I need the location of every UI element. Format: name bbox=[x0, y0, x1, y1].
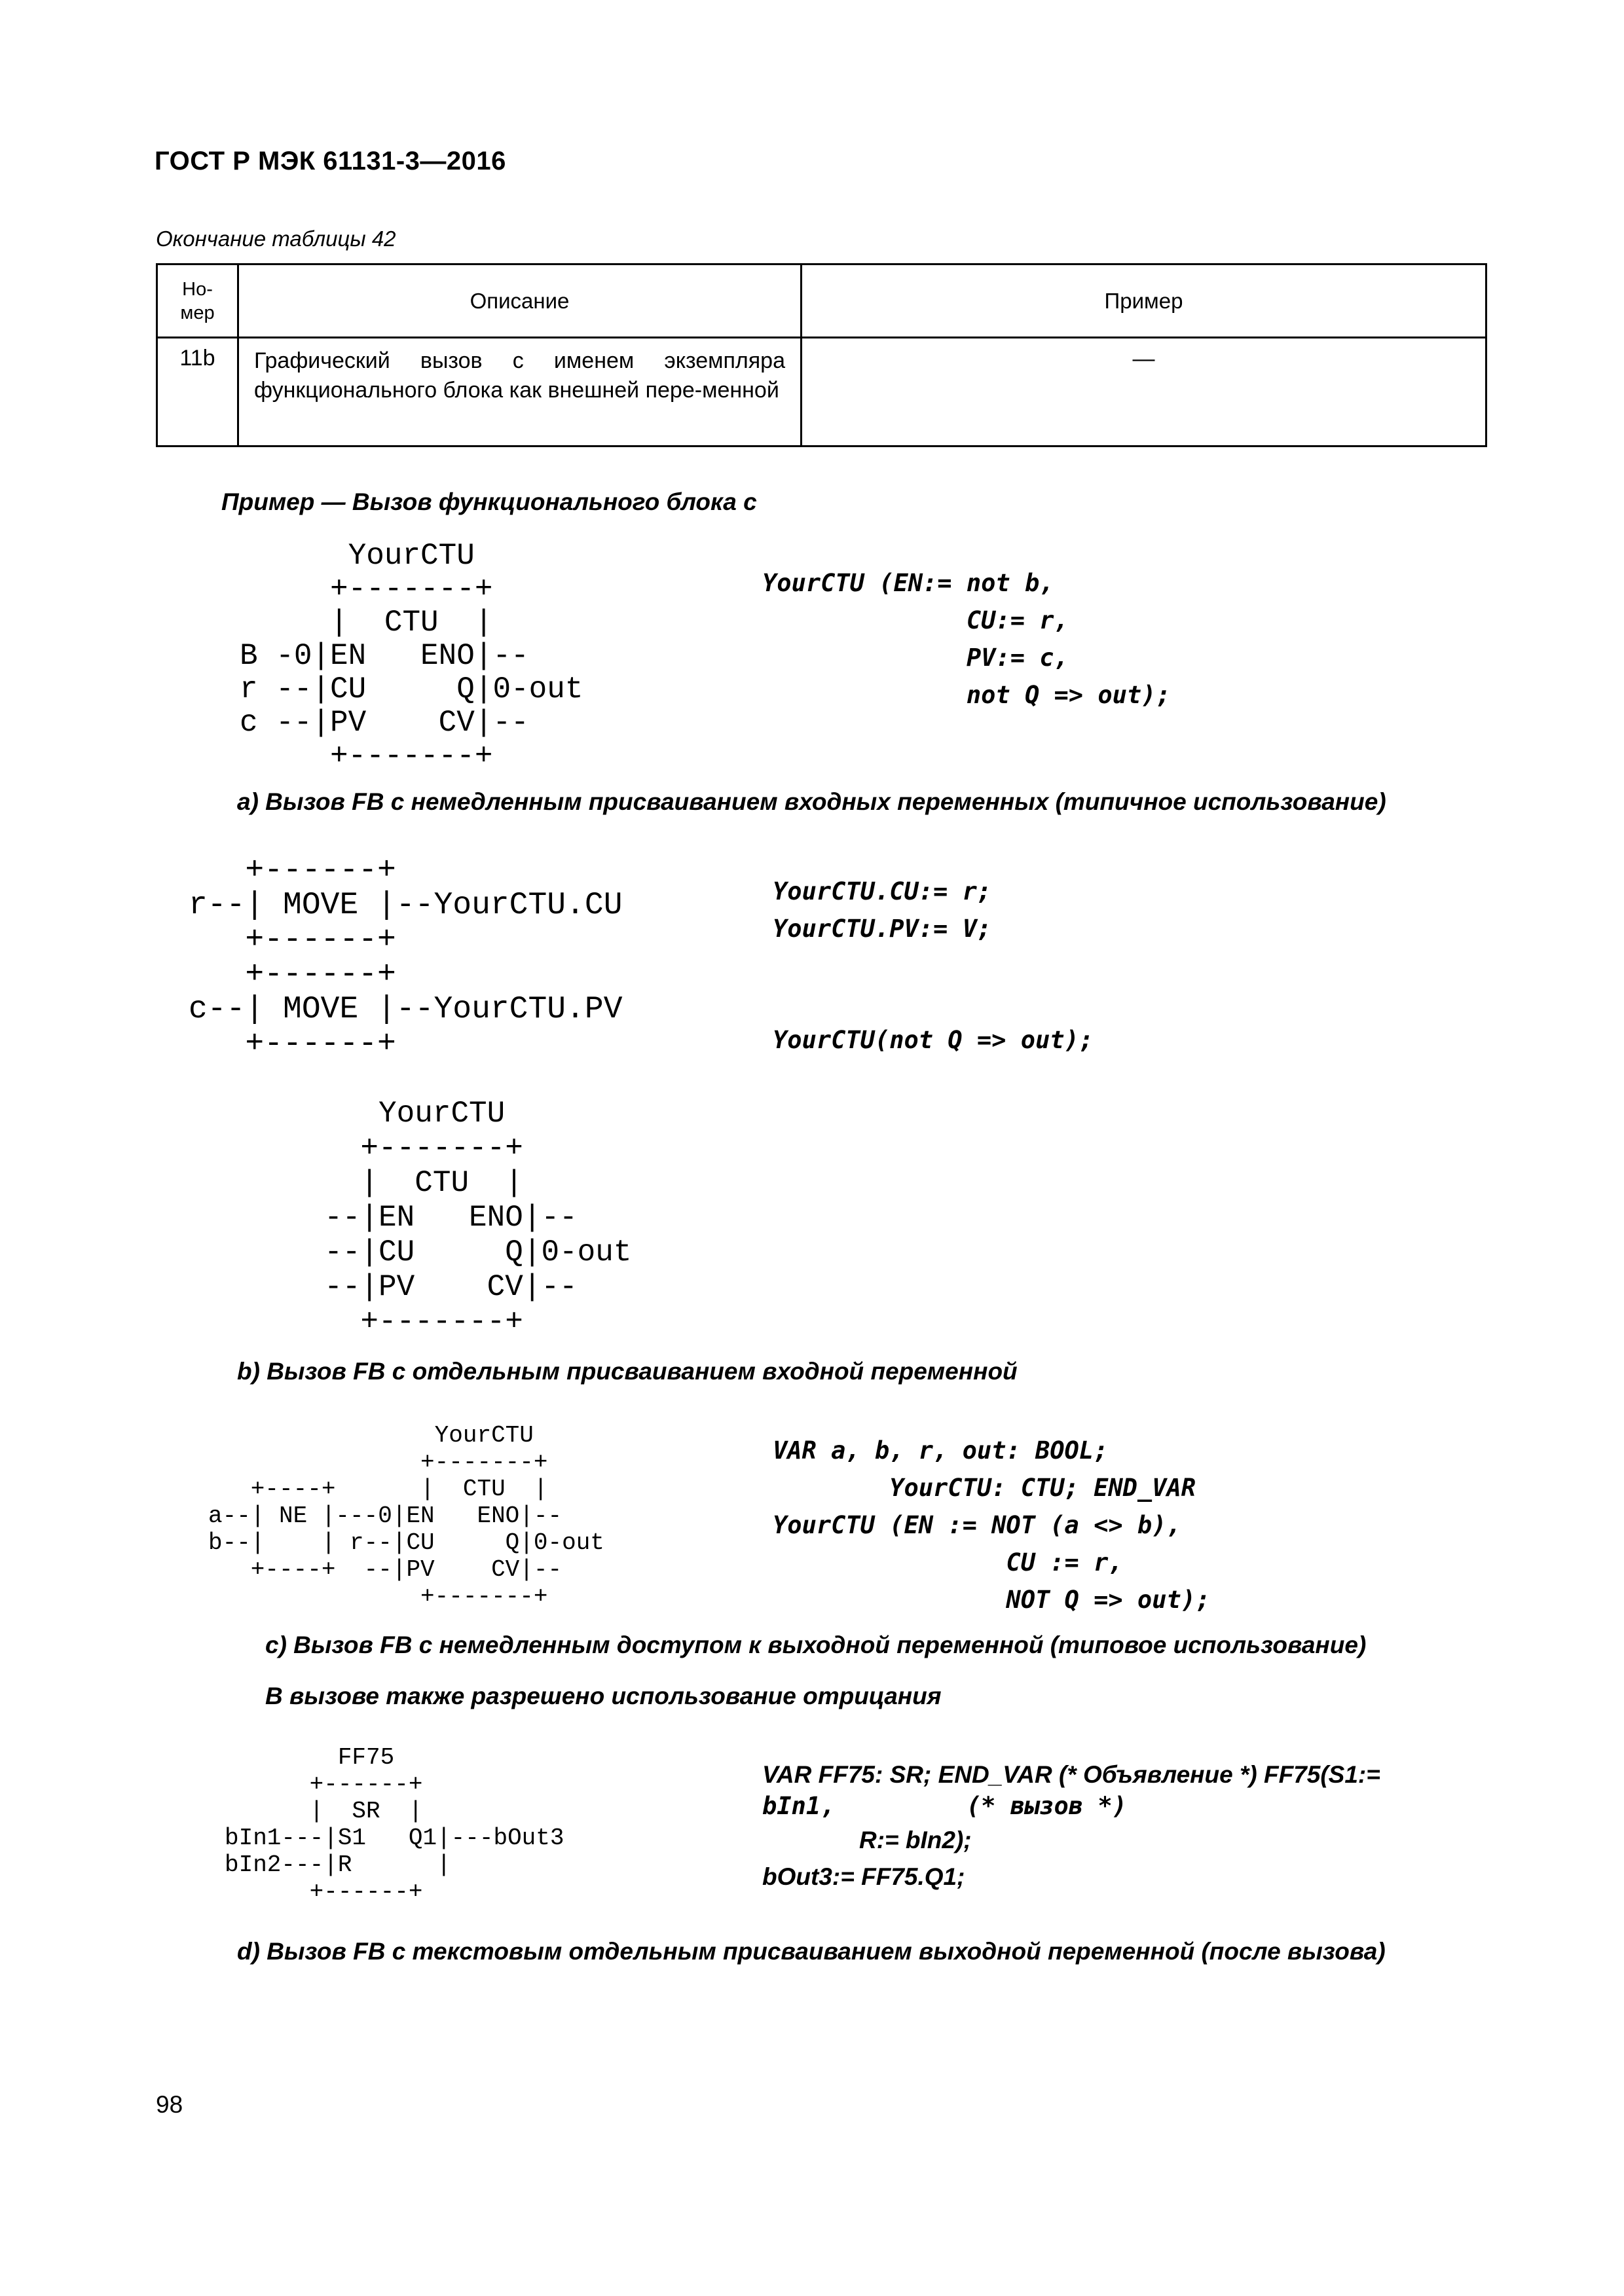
code-d-line3: R:= bIn2); bbox=[859, 1827, 972, 1853]
table-42 bbox=[156, 263, 1487, 447]
row-description: Графический вызов с именем экземпляра функционального блока как внешней пере-менной bbox=[254, 348, 785, 403]
diagram-c-fbd: YourCTU +-------+ +----+ | CTU | a--| NE |---0|EN ENO|-- b--| | r--|CU Q|0-out +----+ --|PV CV|-- +-------+ bbox=[208, 1422, 604, 1610]
code-d-line2: bIn1, (* вызов *) bbox=[762, 1792, 1127, 1820]
code-d-line4: bOut3:= FF75.Q1; bbox=[762, 1863, 965, 1890]
code-d-line1: VAR FF75: SR; END_VAR (* Объявление *) FF75(S1:= bbox=[762, 1761, 1380, 1788]
table-cell-description bbox=[238, 338, 802, 446]
table-row bbox=[157, 338, 1486, 446]
code-a-st: YourCTU (EN:= not b, CU:= r, PV:= c, not Q => out); bbox=[762, 569, 1171, 709]
note-c-negation: В вызове также разрешено использование отрицания bbox=[265, 1683, 942, 1709]
document-header: ГОСТ Р МЭК 61131-3—2016 bbox=[155, 147, 506, 175]
table-header-example: Пример bbox=[802, 264, 1486, 338]
page-number: 98 bbox=[156, 2091, 183, 2118]
row-example: — bbox=[1132, 346, 1155, 371]
caption-a: a) Вызов FB с немедленным присваиванием входных переменных (типичное использование) bbox=[237, 788, 1386, 815]
table-continuation-label: Окончание таблицы 42 bbox=[156, 227, 396, 251]
table-cell-num bbox=[157, 338, 238, 446]
table-header-num: Но- мер bbox=[157, 264, 238, 338]
code-c-st: VAR a, b, r, out: BOOL; YourCTU: CTU; END_VAR YourCTU (EN := NOT (a <> b), CU := r, NOT Q => out); bbox=[773, 1436, 1211, 1614]
diagram-b-move: +------+ r--| MOVE |--YourCTU.CU +------+ +------+ c--| MOVE |--YourCTU.PV +------+ bbox=[189, 853, 623, 1062]
caption-d: d) Вызов FB с текстовым отдельным присваиванием выходной переменной (после вызова) bbox=[237, 1938, 1386, 1965]
caption-c: c) Вызов FB с немедленным доступом к выходной переменной (типовое использование) bbox=[265, 1631, 1367, 1658]
table-header-row bbox=[157, 264, 1486, 338]
diagram-a-fbd: YourCTU +-------+ | CTU | B -0|EN ENO|-- r --|CU Q|0-out c --|PV CV|-- +-------+ bbox=[240, 539, 583, 773]
caption-b: b) Вызов FB с отдельным присваиванием входной переменной bbox=[237, 1358, 1018, 1385]
code-b-assign: YourCTU.CU:= r; YourCTU.PV:= V; bbox=[773, 877, 992, 943]
diagram-b-ctu: YourCTU +-------+ | CTU | --|EN ENO|-- --|CU Q|0-out --|PV CV|-- +-------+ bbox=[324, 1097, 632, 1339]
row-number: 11b bbox=[179, 346, 215, 371]
table-cell-example bbox=[802, 338, 1486, 446]
example-title: Пример — Вызов функционального блока с bbox=[221, 488, 757, 515]
diagram-d-fbd: FF75 +------+ | SR | bIn1---|S1 Q1|---bOut3 bIn2---|R | +------+ bbox=[225, 1744, 564, 1905]
code-b-call: YourCTU(not Q => out); bbox=[773, 1026, 1094, 1054]
table-header-description: Описание bbox=[238, 264, 802, 338]
